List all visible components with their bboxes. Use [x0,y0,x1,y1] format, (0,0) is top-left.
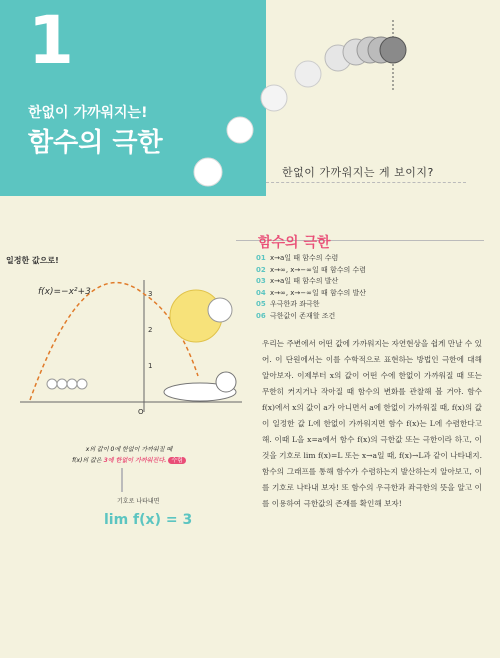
y-tick-3: 3 [148,290,153,298]
toc-item[interactable]: 02 x→∞, x→−∞일 때 함수의 수렴 [256,265,367,274]
toc-item[interactable]: 03 x→a일 때 함수의 발산 [256,277,339,286]
toc-item[interactable]: 01 x→a일 때 함수의 수렴 [256,254,339,262]
origin-label: O [138,408,144,416]
chapter-subtitle: 한없이 가까워지는! [28,105,148,121]
hint-divider [266,182,466,183]
convergence-badge: 수렴 [168,457,186,464]
toc-list [256,253,366,323]
chapter-hint: 한없이 가까워지는 게 보이지? [282,166,434,179]
step-label: 기호로 나타내면 [117,498,160,505]
parabola-figure [10,266,250,426]
figure-label: 일정한 값으로! [6,256,59,265]
limit-formula: lim f(x) = 3 [104,512,193,528]
toc-item[interactable]: 05 우극한과 좌극한 [256,300,320,309]
figure-description: x의 값이 0에 한없이 가까워질 때 f(x)의 값은 3에 한없이 가까워진다. 수렴 [64,444,194,466]
toc-item[interactable]: 04 x→∞, x→−∞일 때 함수의 발산 [256,288,367,297]
y-tick-2: 2 [148,326,153,334]
toc-title: 함수의 극한 [258,235,331,251]
y-tick-1: 1 [148,362,153,370]
chapter-number: 1 [28,2,74,79]
down-arrow [121,468,123,492]
function-label: f(x)=−x²+3 [38,287,91,297]
intro-paragraph: 우리는 주변에서 어떤 값에 가까워지는 자연현상을 쉽게 만날 수 있어. 이 단원에서는 이를 수학적으로 표현하는 방법인 극한에 대해 알아보자. 이제부터 x의 값이 어떤 수에 한없이 가까워질 때 또는 무한히 커지거나 작아질 때 함수의 변화를 관찰해 볼 거야. 함수 f(x)에서 x의 값이 a가 아니면서 a에 한없이 가까워질 때, f(x)의 값이 일정한 값 L에 한없이 가까워지면 함수 f(x)는 L에 수렴한다고 해. 이때 L을 x=a에서 함수 f(x)의 극한값 또는 극한이라 하고, 이것을 기호로 lim f(x)=L 또는 x→a일 때, f(x)→L과 같이 나타내지. 함수의 그래프를 통해 함수가 수렴하는지 발산하는지 알아보고, 이를 기호로 나타내 보자! 또 함수의 우극한과 좌극한의 뜻을 알고 이를 이용하여 극한값의 존재를 확인해 보자! [262,339,482,508]
chapter-title: 함수의 극한 [28,128,163,158]
toc-item[interactable]: 06 극한값이 존재할 조건 [256,311,336,320]
